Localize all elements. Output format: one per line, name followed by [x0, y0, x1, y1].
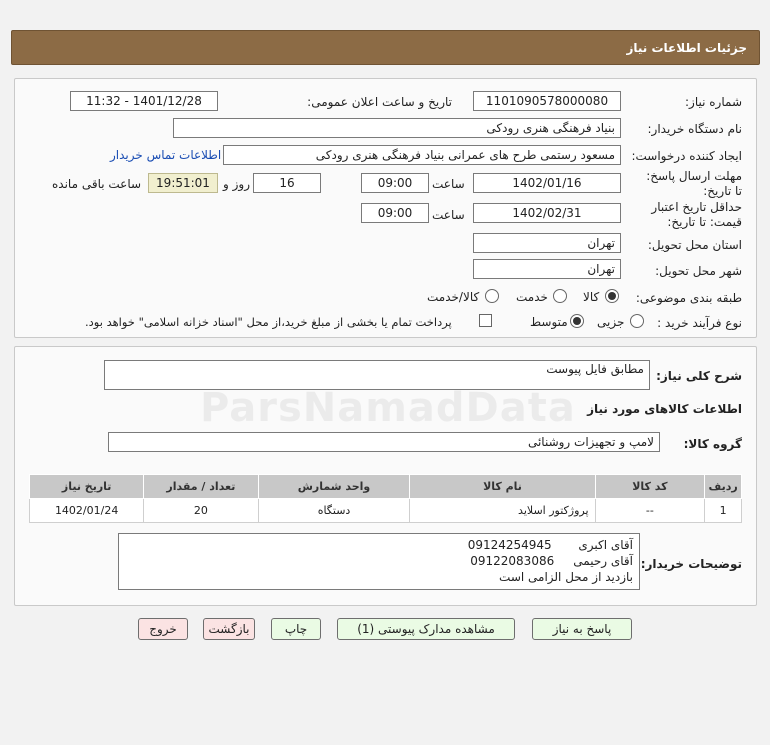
province-label: استان محل تحویل: — [647, 238, 742, 252]
col-need-date: تاریخ نیاز — [30, 475, 144, 499]
deadline-time-field[interactable]: 09:00 — [361, 173, 429, 193]
process-radio-minor[interactable] — [630, 314, 644, 328]
cell-unit: دستگاه — [258, 499, 410, 523]
goods-group-label: گروه کالا: — [683, 437, 742, 451]
process-option-medium: متوسط — [530, 315, 568, 329]
process-option-minor: جزیی — [597, 315, 625, 329]
goods-table — [29, 474, 742, 523]
buyer-notes-line: بازدید از محل الزامی است — [499, 570, 633, 584]
goods-info-title: اطلاعات کالاهای مورد نیاز — [587, 402, 742, 416]
cell-name: پروژکتور اسلاید — [410, 499, 595, 523]
validity-time-label: ساعت — [432, 208, 465, 222]
city-label: شهر محل تحویل: — [655, 264, 742, 278]
deadline-date-field[interactable]: 1402/01/16 — [473, 173, 621, 193]
col-unit: واحد شمارش — [258, 475, 410, 499]
category-radio-goods[interactable] — [605, 289, 619, 303]
page-title: جزئیات اطلاعات نیاز — [626, 41, 747, 55]
creator-field[interactable]: مسعود رستمی طرح های عمرانی بنیاد فرهنگی هنری رودکی — [223, 145, 621, 165]
col-qty: تعداد / مقدار — [144, 475, 258, 499]
category-option-service: خدمت — [516, 290, 548, 304]
validity-time-field[interactable]: 09:00 — [361, 203, 429, 223]
print-button[interactable]: چاپ — [271, 618, 321, 640]
city-field[interactable]: تهران — [473, 259, 621, 279]
category-option-goods-service: کالا/خدمت — [427, 290, 480, 304]
days-label: روز و — [223, 177, 250, 191]
goods-group-field[interactable]: لامپ و تجهیزات روشنائی — [108, 432, 660, 452]
buyer-notes-line: آقای اکبری 09124254945 — [467, 538, 633, 552]
buyer-notes-line: آقای رحیمی 09122083086 — [470, 554, 633, 568]
view-attachments-button[interactable]: مشاهده مدارک پیوستی (1) — [337, 618, 515, 640]
province-field[interactable]: تهران — [473, 233, 621, 253]
need-number-field[interactable]: 1101090578000080 — [473, 91, 621, 111]
process-radio-medium[interactable] — [570, 314, 584, 328]
category-radio-goods-service[interactable] — [485, 289, 499, 303]
col-code: کد کالا — [595, 475, 705, 499]
cell-code: -- — [595, 499, 705, 523]
remaining-hours-label: ساعت باقی مانده — [52, 177, 142, 191]
cell-qty: 20 — [144, 499, 258, 523]
cell-need-date: 1402/01/24 — [30, 499, 144, 523]
table-row — [30, 499, 742, 523]
buyer-org-field[interactable]: بنیاد فرهنگی هنری رودکی — [173, 118, 621, 138]
col-name: نام کالا — [410, 475, 595, 499]
need-number-label: شماره نیاز: — [685, 95, 742, 109]
announce-datetime-field[interactable]: 1401/12/28 - 11:32 — [70, 91, 218, 111]
announce-datetime-label: تاریخ و ساعت اعلان عمومی: — [307, 95, 452, 109]
page-title-bar — [11, 30, 760, 65]
validity-date-field[interactable]: 1402/02/31 — [473, 203, 621, 223]
need-description-field[interactable]: مطابق فایل پیوست — [104, 360, 650, 390]
goods-table-header — [30, 475, 742, 499]
remaining-timer: 19:51:01 — [148, 173, 218, 193]
buyer-org-label: نام دستگاه خریدار: — [647, 122, 742, 136]
buyer-notes-label: توضیحات خریدار: — [640, 557, 742, 571]
category-label: طبقه بندی موضوعی: — [635, 291, 742, 305]
deadline-time-label: ساعت — [432, 177, 465, 191]
buyer-contact-link[interactable]: اطلاعات تماس خریدار — [110, 148, 222, 162]
remaining-days-field[interactable]: 16 — [253, 173, 321, 193]
purchase-process-label: نوع فرآیند خرید : — [657, 316, 742, 330]
need-description-label: شرح کلی نیاز: — [656, 369, 742, 383]
buyer-notes-field[interactable] — [118, 533, 640, 590]
treasury-payment-note: پرداخت تمام یا بخشی از مبلغ خرید،از محل "اسناد خزانه اسلامی" خواهد بود. — [85, 315, 452, 329]
treasury-payment-checkbox[interactable] — [479, 314, 492, 327]
exit-button[interactable]: خروج — [138, 618, 188, 640]
deadline-label: مهلت ارسال پاسخ: تا تاریخ: — [646, 169, 742, 198]
category-option-goods: کالا — [583, 290, 600, 304]
reply-button[interactable]: پاسخ به نیاز — [532, 618, 632, 640]
back-button[interactable]: بازگشت — [203, 618, 255, 640]
col-row: ردیف — [705, 475, 742, 499]
category-radio-service[interactable] — [553, 289, 567, 303]
cell-row: 1 — [705, 499, 742, 523]
price-validity-label: حداقل تاریخ اعتبار قیمت: تا تاریخ: — [651, 200, 742, 229]
creator-label: ایجاد کننده درخواست: — [631, 149, 742, 163]
